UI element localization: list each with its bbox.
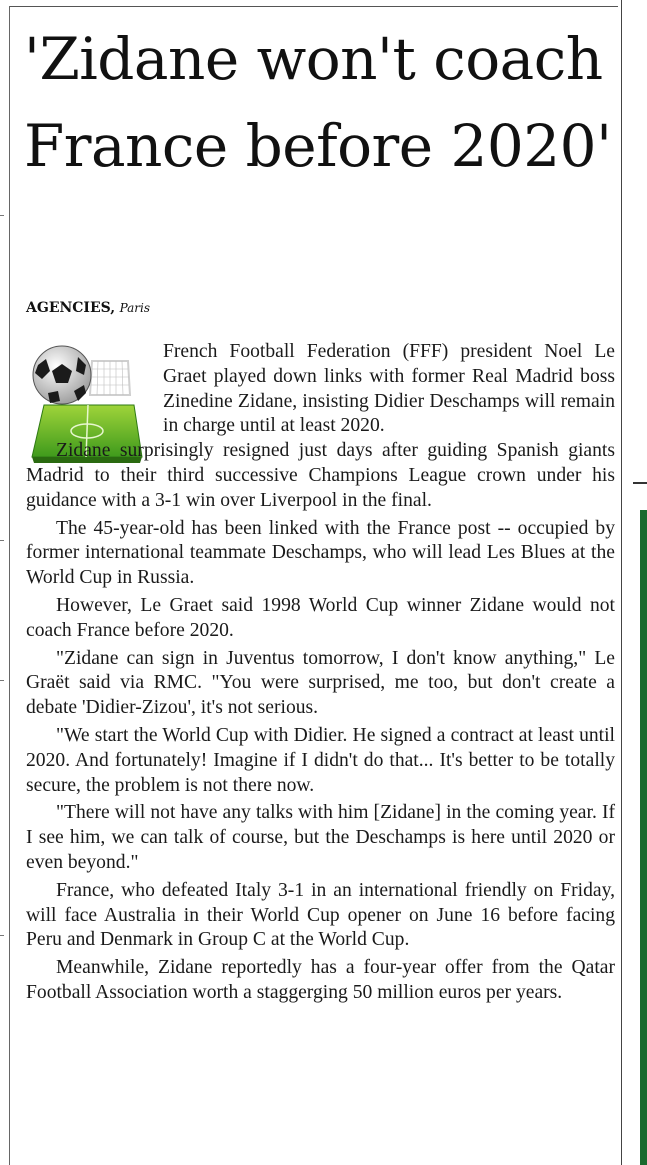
byline-agency: AGENCIES, <box>26 300 116 316</box>
article-paragraph: French Football Federation (FFF) president Noel Le Graet played down links with former Real Madrid boss Zinedine Zidane, insisting Didier Deschamps will remain in charge until at least 2020. <box>163 341 615 437</box>
article-body <box>26 340 615 1009</box>
byline <box>26 300 150 316</box>
article-paragraph: "We start the World Cup with Didier. He signed a contract at least until 2020. And fortunately! Imagine if I didn't do that... It's better to be totally secure, the problem is not there now. <box>26 724 615 796</box>
left-column-rule <box>9 6 10 1165</box>
margin-tick <box>0 935 4 936</box>
article-paragraph: However, Le Graet said 1998 World Cup winner Zidane would not coach France before 2020. <box>26 594 615 641</box>
adjacent-column-rule <box>633 482 647 484</box>
top-rule <box>10 6 618 7</box>
byline-location: Paris <box>119 301 151 315</box>
article-paragraph: "Zidane can sign in Juventus tomorrow, I don't know anything," Le Graët said via RMC. "You were surprised, me too, but don't create a debate 'Didier-Zizou', it's not serious. <box>26 647 615 719</box>
headline: 'Zidane won't coach France before 2020' <box>24 25 612 180</box>
right-column-rule <box>621 0 622 1165</box>
article-paragraph: Meanwhile, Zidane reportedly has a four-year offer from the Qatar Football Association worth a staggerging 50 million euros per years. <box>26 957 615 1003</box>
margin-tick <box>0 540 4 541</box>
article-paragraph: Zidane surprisingly resigned just days after guiding Spanish giants Madrid to their third successive Champions League crown under his guidance with a 3-1 win over Liverpool in the final. <box>26 440 615 511</box>
margin-tick <box>0 215 4 216</box>
adjacent-column-green-bar <box>640 510 647 1165</box>
article-paragraph: France, who defeated Italy 3-1 in an international friendly on Friday, will face Australia in their World Cup opener on June 16 before facing Peru and Denmark in Group C at the World Cup. <box>26 879 615 951</box>
article-paragraph: The 45-year-old has been linked with the France post -- occupied by former international teammate Deschamps, who will lead Les Blues at the World Cup in Russia. <box>26 517 615 589</box>
article-paragraph: "There will not have any talks with him [Zidane] in the coming year. If I see him, we can talk of course, but the Deschamps is here until 2020 or even beyond." <box>26 802 615 873</box>
margin-tick <box>0 680 4 681</box>
